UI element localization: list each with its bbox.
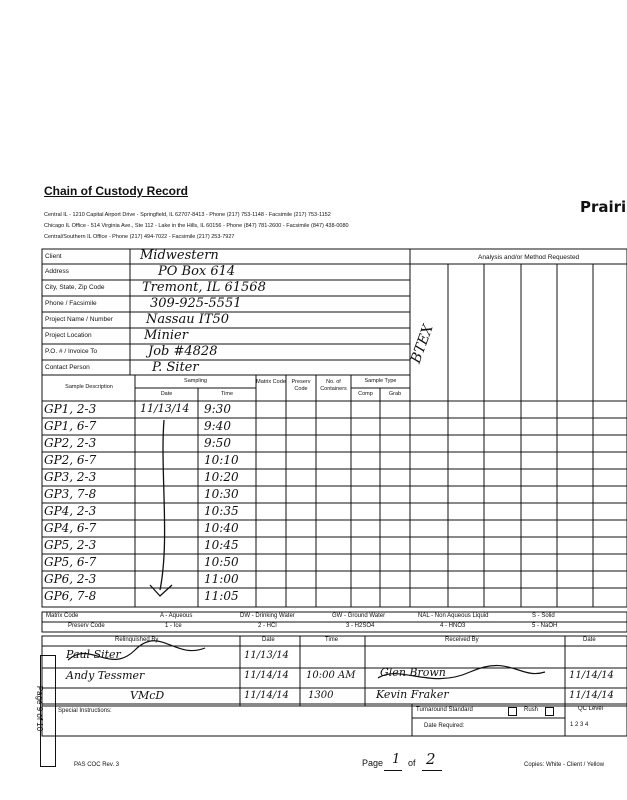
legend-preserv-5: 5 - NaOH: [532, 623, 558, 629]
sample-time: 10:30: [204, 487, 239, 501]
sample-id: GP5, 6-7: [44, 555, 97, 569]
relinquish-date-3: 11/14/14: [244, 690, 289, 701]
sample-id: GP2, 6-7: [44, 453, 97, 467]
sample-id: GP1, 2-3: [44, 402, 97, 416]
value-contact: P. Siter: [152, 360, 199, 375]
legend-matrix-title: Matrix Code: [46, 613, 79, 619]
received-date-header: Date: [583, 637, 596, 643]
sample-time: 10:10: [204, 453, 239, 467]
side-page-label: Page 9 of 10: [35, 685, 45, 732]
date-required-label: Date Required:: [424, 723, 465, 729]
received-date-2: 11/14/14: [569, 670, 614, 681]
sample-time: 10:35: [204, 504, 239, 518]
legend-matrix-nal: NAL - Non Aqueous Liquid: [418, 613, 489, 619]
page-title: Chain of Custody Record: [44, 184, 189, 198]
rush-checkbox[interactable]: [545, 707, 554, 716]
sample-time: 10:45: [204, 538, 239, 552]
sample-time: 10:20: [204, 470, 239, 484]
legend-matrix-a: A - Aqueous: [160, 613, 193, 619]
legend-preserv-4: 4 - HNO3: [440, 623, 466, 629]
legend-matrix-gw: GW - Ground Water: [332, 613, 386, 619]
relinquish-date-1: 11/13/14: [244, 650, 289, 661]
label-po: P.O. # / Invoice To: [45, 348, 98, 355]
sample-id: GP2, 2-3: [44, 436, 97, 450]
header-comp: Comp: [358, 391, 373, 397]
address-line-southern: Central/Southern IL Office - Phone (217) 494-7022 - Facsimile (217) 253-7927: [44, 234, 235, 240]
legend-preserv-2: 2 - HCl: [258, 623, 277, 629]
legend-preserv-title: Preserv Code: [68, 623, 105, 629]
header-date: Date: [160, 391, 173, 397]
sample-date: 11/13/14: [140, 402, 190, 415]
label-address: Address: [45, 268, 69, 275]
sample-id: GP3, 2-3: [44, 470, 97, 484]
sample-time: 9:50: [204, 436, 231, 450]
relinquished-by-2: Andy Tessmer: [66, 669, 145, 682]
relinquish-date-2: 11/14/14: [244, 670, 289, 681]
form-id: PAS COC Rev. 3: [74, 762, 120, 768]
special-instructions-label: Special Instructions:: [58, 708, 112, 714]
relinquish-time-3: 1300: [308, 690, 334, 701]
turnaround-label: Turnaround Standard: [416, 707, 473, 713]
relinquish-time-2: 10:00 AM: [306, 670, 356, 681]
value-po: Job #4828: [148, 344, 218, 359]
page-label: Page: [362, 758, 384, 768]
legend-preserv-3: 3 - H2SO4: [346, 623, 375, 629]
header-sample-type: Sample Type: [364, 378, 397, 384]
of-label: of: [408, 758, 416, 768]
sample-id: GP4, 2-3: [44, 504, 97, 518]
header-sampling: Sampling: [184, 378, 207, 384]
rush-label: Rush: [524, 707, 539, 713]
label-client: Client: [45, 253, 62, 260]
sample-id: GP1, 6-7: [44, 419, 97, 433]
relinquish-date-header: Date: [262, 637, 275, 643]
header-grab: Grab: [388, 391, 402, 397]
sample-time: 9:30: [204, 402, 231, 416]
sample-time: 10:40: [204, 521, 239, 535]
received-date-3: 11/14/14: [569, 690, 614, 701]
page-total-underline: [422, 770, 442, 771]
address-line-central: Central IL - 1210 Capital Airport Drive - Springfield, IL 62707-8413 - Phone (217) 753-1148 - Facsimile (217) 753-1152: [44, 212, 331, 218]
value-project-name: Nassau IT50: [146, 312, 230, 327]
label-phone: Phone / Facsimile: [45, 300, 97, 307]
sample-time: 10:50: [204, 555, 239, 569]
sample-id: GP4, 6-7: [44, 521, 97, 535]
sample-id: GP3, 7-8: [44, 487, 97, 501]
sample-id: GP6, 2-3: [44, 572, 97, 586]
received-by-2: Glen Brown: [380, 666, 446, 679]
label-city: City, State, Zip Code: [45, 284, 105, 291]
value-location: Minier: [144, 328, 188, 343]
page-side-tab: [35, 655, 56, 767]
relinquished-by-header: Relinquished By: [115, 637, 159, 643]
page-number-underline: [384, 770, 402, 771]
received-by-header: Received By: [445, 637, 479, 643]
relinquished-by-3: VMcD: [130, 689, 165, 702]
legend-preserv-1: 1 - Ice: [165, 623, 182, 629]
relinquish-time-header: Time: [325, 637, 339, 643]
qc-level-options[interactable]: 1 2 3 4: [570, 722, 589, 728]
company-logo: Prairi: [580, 198, 627, 216]
sample-id: GP5, 2-3: [44, 538, 97, 552]
sample-time: 9:40: [204, 419, 231, 433]
received-by-3: Kevin Fraker: [376, 688, 449, 701]
header-time: Time: [220, 391, 234, 397]
qc-level-label: QC Level: [578, 706, 604, 712]
header-preserv: Preserv Code: [291, 379, 311, 392]
label-contact: Contact Person: [45, 364, 90, 371]
value-client: Midwestern: [140, 248, 219, 263]
sample-time: 11:05: [204, 589, 239, 603]
page-number: 1: [392, 752, 401, 767]
sample-time: 11:00: [204, 572, 239, 586]
standard-checkbox[interactable]: [508, 707, 517, 716]
header-matrix: Matrix Code: [256, 379, 286, 385]
copies-note: Copies: White - Client / Yellow: [524, 762, 605, 768]
analysis-header: Analysis and/or Method Requested: [478, 254, 580, 261]
value-address: PO Box 614: [158, 264, 236, 279]
value-city: Tremont, IL 61568: [142, 280, 266, 295]
header-containers: No. of Containers: [320, 379, 347, 392]
sample-id: GP6, 7-8: [44, 589, 97, 603]
header-sample-desc: Sample Description: [65, 384, 113, 390]
relinquished-by-1: Paul Siter: [66, 648, 121, 661]
analysis-btex: BTEX: [408, 322, 437, 366]
address-line-chicago: Chicago IL Office - 514 Virginia Ave., Ste 112 - Lake in the Hills, IL 60156 - Phone (847) 781-2600 - Facsimile (847) 438-0080: [44, 223, 349, 229]
legend-matrix-s: S - Solid: [532, 613, 555, 619]
value-phone: 309-925-5551: [150, 296, 242, 311]
date-ditto-line: [160, 420, 165, 590]
page-total: 2: [426, 750, 436, 768]
label-project-location: Project Location: [45, 332, 92, 339]
label-project-name: Project Name / Number: [45, 316, 113, 323]
legend-matrix-dw: DW - Drinking Water: [240, 613, 295, 619]
